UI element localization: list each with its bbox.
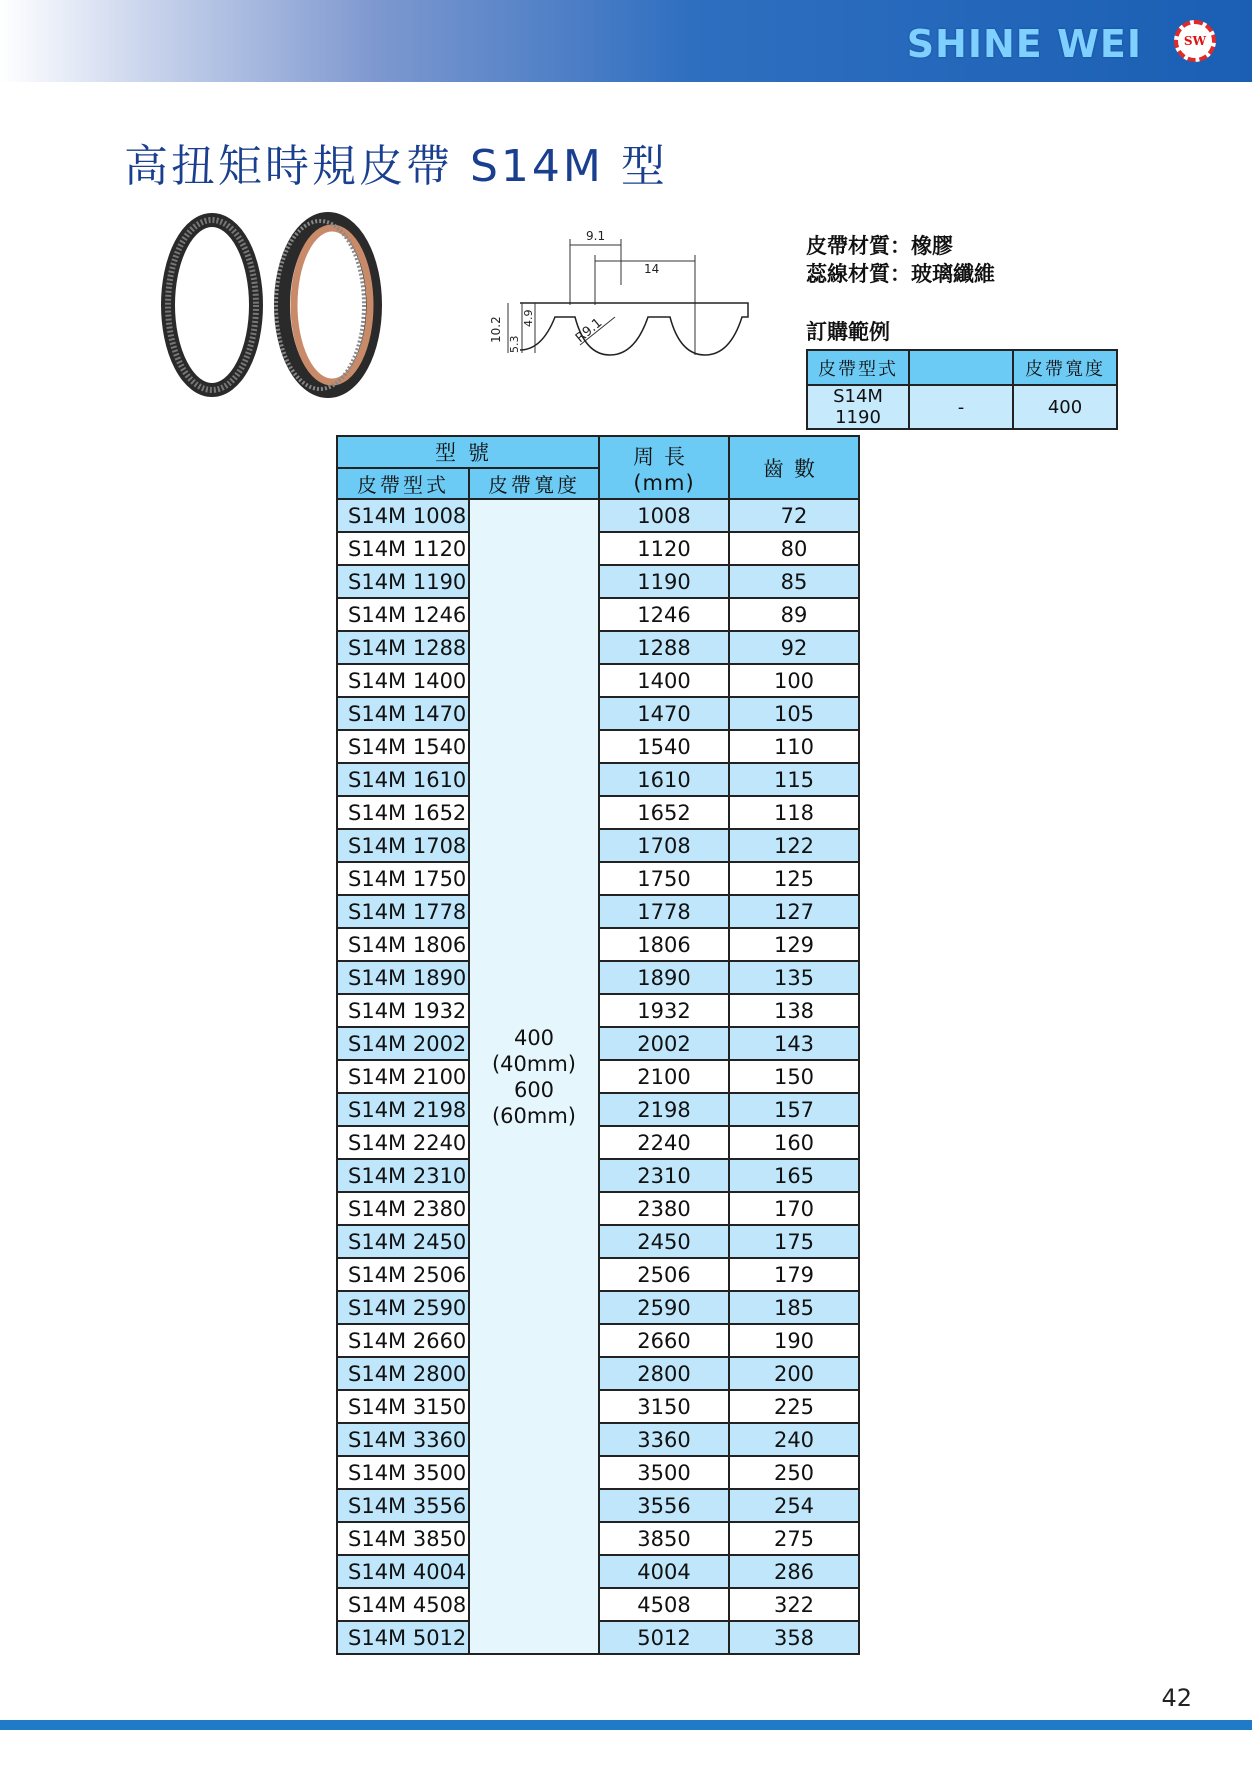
- cell-length: 1120: [599, 532, 729, 565]
- cell-teeth: 92: [729, 631, 859, 664]
- belt-spec-table: [336, 435, 860, 1655]
- cell-model: S14M 1246: [337, 598, 469, 631]
- cell-model: S14M 1008: [337, 499, 469, 532]
- page-number: 42: [1161, 1684, 1192, 1712]
- cell-teeth: 358: [729, 1621, 859, 1654]
- cell-teeth: 122: [729, 829, 859, 862]
- cell-length: 1008: [599, 499, 729, 532]
- cell-teeth: 72: [729, 499, 859, 532]
- cell-teeth: 225: [729, 1390, 859, 1423]
- cell-model: S14M 2198: [337, 1093, 469, 1126]
- cell-teeth: 125: [729, 862, 859, 895]
- cell-model: S14M 1288: [337, 631, 469, 664]
- cell-length: 2590: [599, 1291, 729, 1324]
- order-example-table: [806, 349, 1118, 430]
- cell-length: 4508: [599, 1588, 729, 1621]
- cell-model: S14M 1540: [337, 730, 469, 763]
- dim-tooth-height: 4.9: [522, 309, 535, 327]
- cell-teeth: 254: [729, 1489, 859, 1522]
- cell-teeth: 100: [729, 664, 859, 697]
- dim-pitch: 14: [644, 262, 660, 276]
- order-header-blank: [909, 350, 1013, 385]
- cell-model: S14M 1610: [337, 763, 469, 796]
- cell-model: S14M 1806: [337, 928, 469, 961]
- cell-model: S14M 3360: [337, 1423, 469, 1456]
- cell-model: S14M 1708: [337, 829, 469, 862]
- order-cell-sep: -: [909, 385, 1013, 429]
- header-width: 皮帶寬度: [469, 468, 599, 499]
- width-option-40: 400 (40mm): [491, 1025, 577, 1076]
- cell-length: 2506: [599, 1258, 729, 1291]
- cell-teeth: 80: [729, 532, 859, 565]
- cell-length: 2100: [599, 1060, 729, 1093]
- cell-teeth: 150: [729, 1060, 859, 1093]
- footer-band: [0, 1720, 1252, 1730]
- cell-model: S14M 1190: [337, 565, 469, 598]
- cell-length: 1540: [599, 730, 729, 763]
- cell-model: S14M 3150: [337, 1390, 469, 1423]
- cell-length: 1778: [599, 895, 729, 928]
- cell-model: S14M 2240: [337, 1126, 469, 1159]
- table-row: [337, 499, 859, 532]
- cell-teeth: 190: [729, 1324, 859, 1357]
- dim-radius: R9.1: [572, 315, 606, 347]
- cell-length: 1750: [599, 862, 729, 895]
- cell-model: S14M 1470: [337, 697, 469, 730]
- cell-model: S14M 2590: [337, 1291, 469, 1324]
- cell-teeth: 89: [729, 598, 859, 631]
- cell-model: S14M 4508: [337, 1588, 469, 1621]
- cell-length: 3500: [599, 1456, 729, 1489]
- cell-length: 2800: [599, 1357, 729, 1390]
- cell-teeth: 110: [729, 730, 859, 763]
- cell-teeth: 165: [729, 1159, 859, 1192]
- cell-model: S14M 2660: [337, 1324, 469, 1357]
- header-length-line2: (mm): [633, 470, 695, 495]
- cell-teeth: 200: [729, 1357, 859, 1390]
- cell-teeth: 179: [729, 1258, 859, 1291]
- cell-model: S14M 1778: [337, 895, 469, 928]
- cell-length: 2240: [599, 1126, 729, 1159]
- cell-length: 1652: [599, 796, 729, 829]
- cell-length: 2198: [599, 1093, 729, 1126]
- cell-teeth: 286: [729, 1555, 859, 1588]
- cell-teeth: 175: [729, 1225, 859, 1258]
- cell-teeth: 275: [729, 1522, 859, 1555]
- cell-teeth: 240: [729, 1423, 859, 1456]
- cell-model: S14M 2002: [337, 1027, 469, 1060]
- cell-length: 1190: [599, 565, 729, 598]
- header-type: 皮帶型式: [337, 468, 469, 499]
- cell-model: S14M 3500: [337, 1456, 469, 1489]
- cell-model: S14M 1120: [337, 532, 469, 565]
- cell-teeth: 170: [729, 1192, 859, 1225]
- cell-teeth: 85: [729, 565, 859, 598]
- cell-model: S14M 1652: [337, 796, 469, 829]
- cell-teeth: 322: [729, 1588, 859, 1621]
- cell-teeth: 185: [729, 1291, 859, 1324]
- cell-length: 2450: [599, 1225, 729, 1258]
- cell-teeth: 105: [729, 697, 859, 730]
- cell-length: 1288: [599, 631, 729, 664]
- width-option-60: 600 (60mm): [491, 1077, 577, 1128]
- header-length: [599, 436, 729, 499]
- cell-model: S14M 3556: [337, 1489, 469, 1522]
- cell-teeth: 250: [729, 1456, 859, 1489]
- cell-teeth: 135: [729, 961, 859, 994]
- header-length-line1: 周長: [633, 444, 695, 469]
- header-model-group: 型號: [337, 436, 599, 468]
- cell-model: S14M 1932: [337, 994, 469, 1027]
- cell-length: 2380: [599, 1192, 729, 1225]
- cell-model: S14M 1400: [337, 664, 469, 697]
- cell-length: 3556: [599, 1489, 729, 1522]
- order-example-title: 訂購範例: [806, 320, 890, 344]
- cord-material: 蕊線材質：玻璃纖維: [806, 262, 995, 286]
- cell-model: S14M 2310: [337, 1159, 469, 1192]
- cell-model: S14M 1890: [337, 961, 469, 994]
- belt-photo-icon: [160, 210, 410, 400]
- cell-length: 3850: [599, 1522, 729, 1555]
- material-info: [806, 232, 995, 288]
- cell-length: 2002: [599, 1027, 729, 1060]
- cell-teeth: 143: [729, 1027, 859, 1060]
- order-cell-type: S14M 1190: [807, 385, 909, 429]
- cell-length: 2310: [599, 1159, 729, 1192]
- cell-teeth: 138: [729, 994, 859, 1027]
- cell-model: S14M 2100: [337, 1060, 469, 1093]
- tooth-profile-diagram: [480, 225, 750, 365]
- cell-length: 1932: [599, 994, 729, 1027]
- cell-length: 1708: [599, 829, 729, 862]
- cell-model: S14M 4004: [337, 1555, 469, 1588]
- cell-teeth: 157: [729, 1093, 859, 1126]
- cell-length: 4004: [599, 1555, 729, 1588]
- dim-base-height: 5.3: [508, 335, 521, 353]
- cell-model: S14M 2506: [337, 1258, 469, 1291]
- dim-pitch-half: 9.1: [586, 229, 606, 243]
- header-teeth: 齒數: [729, 436, 859, 499]
- brand-logo-icon: [1174, 20, 1216, 62]
- cell-model: S14M 2380: [337, 1192, 469, 1225]
- cell-model: S14M 2450: [337, 1225, 469, 1258]
- cell-length: 3360: [599, 1423, 729, 1456]
- cell-length: 2660: [599, 1324, 729, 1357]
- cell-teeth: 127: [729, 895, 859, 928]
- cell-teeth: 160: [729, 1126, 859, 1159]
- brand-name: SHINE WEI: [906, 22, 1142, 66]
- cell-model: S14M 2800: [337, 1357, 469, 1390]
- logo-text: SW: [1183, 34, 1207, 48]
- cell-length: 1890: [599, 961, 729, 994]
- cell-model: S14M 3850: [337, 1522, 469, 1555]
- cell-teeth: 118: [729, 796, 859, 829]
- cell-length: 1400: [599, 664, 729, 697]
- cell-length: 1470: [599, 697, 729, 730]
- cell-teeth: 129: [729, 928, 859, 961]
- cell-length: 3150: [599, 1390, 729, 1423]
- order-header-width: 皮帶寬度: [1013, 350, 1117, 385]
- order-header-type: 皮帶型式: [807, 350, 909, 385]
- cell-length: 1246: [599, 598, 729, 631]
- cell-teeth: 115: [729, 763, 859, 796]
- cell-length: 1610: [599, 763, 729, 796]
- cell-model: S14M 1750: [337, 862, 469, 895]
- dim-total-height: 10.2: [489, 316, 503, 343]
- cell-length: 1806: [599, 928, 729, 961]
- cell-model: S14M 5012: [337, 1621, 469, 1654]
- page-title: 高扭矩時規皮帶 S14M 型: [124, 141, 668, 192]
- belt-material: 皮帶材質：橡膠: [806, 234, 953, 258]
- cell-length: 5012: [599, 1621, 729, 1654]
- cell-width-options: [469, 499, 599, 1654]
- order-cell-width: 400: [1013, 385, 1117, 429]
- table-body: [337, 499, 859, 1654]
